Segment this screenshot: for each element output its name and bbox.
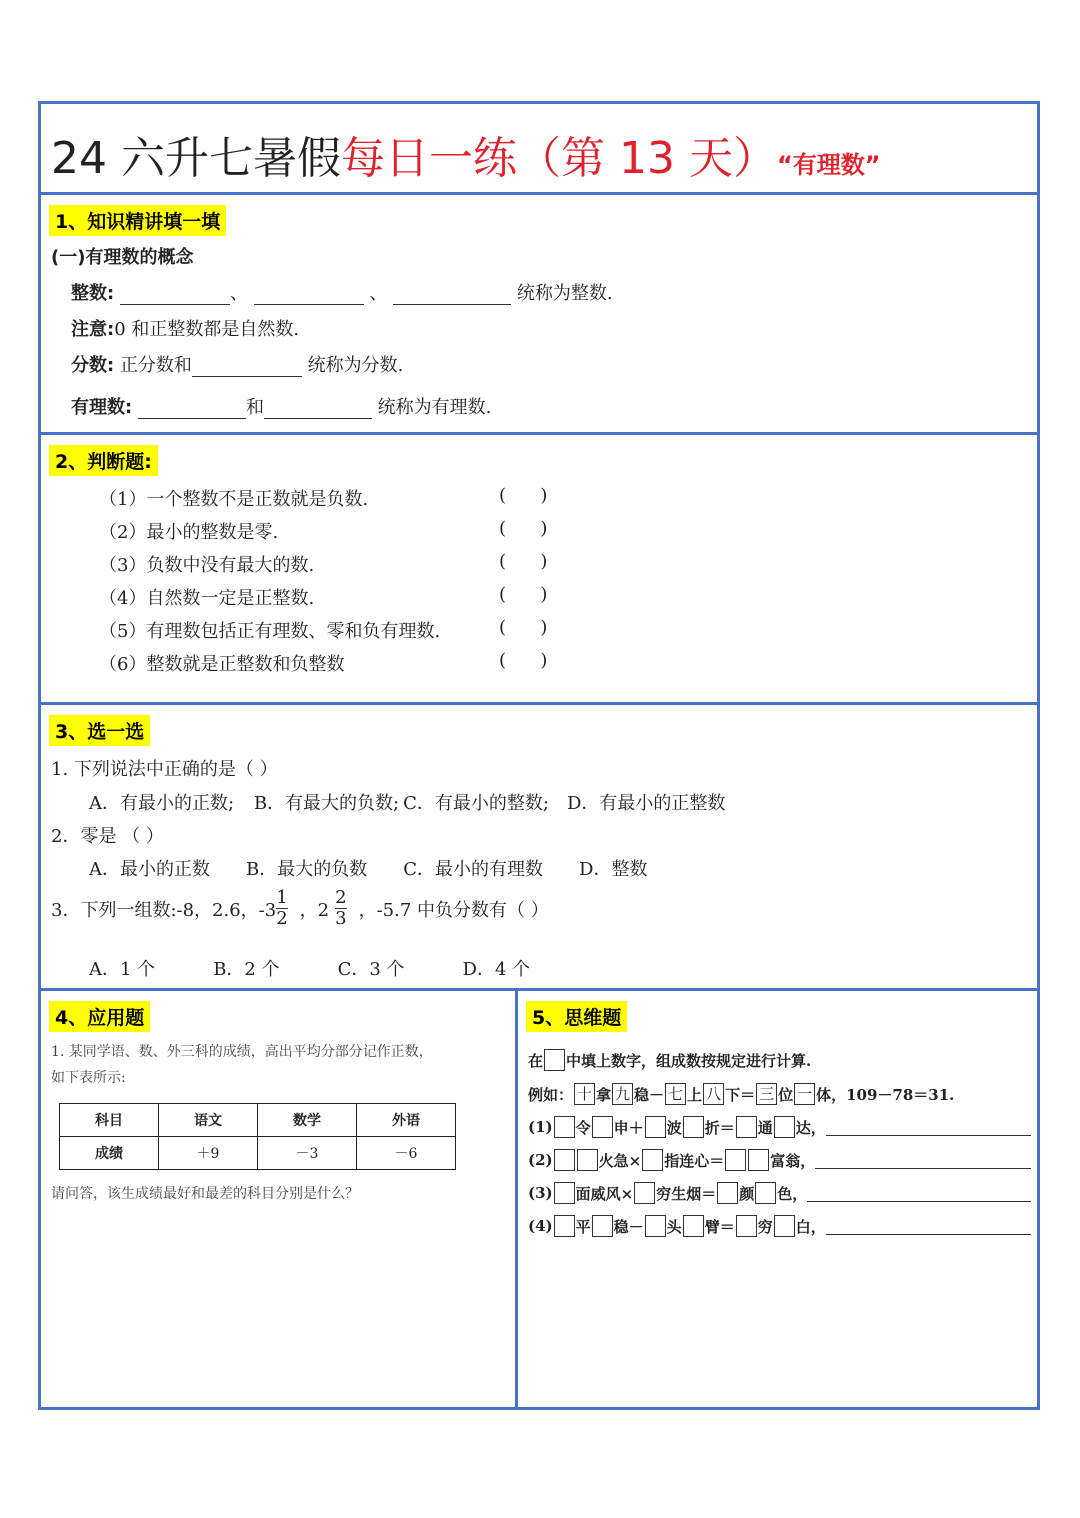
- answer-paren[interactable]: ( ): [499, 584, 548, 605]
- table-cell: 数学: [258, 1104, 357, 1137]
- option-b[interactable]: B．2 个: [213, 959, 280, 980]
- section-2: [41, 435, 1037, 705]
- subheading: (一)有理数的概念: [51, 247, 194, 268]
- answer-line[interactable]: [826, 1218, 1031, 1235]
- question-3: [51, 888, 549, 929]
- number-box: 九: [612, 1083, 633, 1105]
- statement: （6）整数就是正整数和负整数: [99, 654, 345, 675]
- number-box[interactable]: [645, 1116, 666, 1138]
- statement: （2）最小的整数是零.: [99, 522, 279, 543]
- number-box[interactable]: [683, 1215, 704, 1237]
- text: 稳－: [634, 1085, 665, 1104]
- question-1: 1. 下列说法中正确的是（ ）: [51, 759, 278, 780]
- text: (2): [528, 1151, 553, 1169]
- number-box[interactable]: [717, 1182, 738, 1204]
- title-section: [41, 104, 1037, 195]
- table-cell: 外语: [357, 1104, 456, 1137]
- fraction-line: [71, 351, 403, 377]
- title-grade: 24 六升七暑假: [51, 133, 341, 184]
- text: 正分数和: [119, 355, 192, 376]
- number-box[interactable]: [634, 1182, 655, 1204]
- number-box[interactable]: [755, 1182, 776, 1204]
- text: 通: [757, 1118, 773, 1137]
- option-a[interactable]: A．有最小的正数;: [89, 793, 235, 814]
- problem-text: 如下表所示:: [51, 1070, 126, 1086]
- text: 波: [666, 1118, 682, 1137]
- option-c[interactable]: C．有最小的整数;: [403, 793, 549, 814]
- integer-line: [71, 279, 613, 305]
- statement: （3）负数中没有最大的数.: [99, 555, 315, 576]
- section-4-heading: 4、应用题: [49, 1001, 150, 1032]
- text: 折＝: [704, 1118, 735, 1137]
- number-box[interactable]: [577, 1149, 598, 1171]
- number-box[interactable]: [736, 1215, 757, 1237]
- statement: （1）一个整数不是正数就是负数.: [99, 489, 369, 510]
- text: 统称为整数.: [516, 283, 613, 304]
- text: 体，109－78＝31.: [816, 1085, 955, 1104]
- answer-paren[interactable]: ( ): [499, 617, 548, 638]
- text: 色，: [777, 1184, 808, 1203]
- text: 富翁，: [770, 1151, 816, 1170]
- answer-paren[interactable]: ( ): [499, 518, 548, 539]
- section-5-heading: 5、思维题: [526, 1001, 627, 1032]
- question-2-options: [89, 855, 647, 881]
- table-header-row: [60, 1104, 456, 1137]
- sep: 、: [229, 283, 248, 304]
- section-1-heading: 1、知识精讲填一填: [49, 205, 226, 236]
- answer-paren[interactable]: ( ): [499, 551, 548, 572]
- text: 位: [778, 1085, 794, 1104]
- puzzle-row: [528, 1215, 1031, 1237]
- text: 0 和正整数都是自然数.: [114, 319, 300, 340]
- fraction: [335, 888, 346, 929]
- label: 分数:: [71, 355, 115, 376]
- score-table: [59, 1103, 456, 1170]
- numerator: 2: [335, 887, 347, 908]
- number-box[interactable]: [774, 1215, 795, 1237]
- text: 白，: [795, 1217, 826, 1236]
- title-daily: 每日一练（第 13 天）: [340, 133, 777, 184]
- statement: （4）自然数一定是正整数.: [99, 588, 315, 609]
- text: 平: [575, 1217, 591, 1236]
- page-title: [51, 122, 881, 186]
- table-cell: ＋9: [159, 1137, 258, 1170]
- text: 穷生烟＝: [656, 1184, 717, 1203]
- number-box[interactable]: [725, 1149, 746, 1171]
- text: 达，: [795, 1118, 826, 1137]
- option-c[interactable]: C．最小的有理数: [403, 859, 544, 880]
- answer-paren[interactable]: ( ): [499, 650, 548, 671]
- section-4: [41, 991, 518, 1407]
- answer-line[interactable]: [826, 1119, 1031, 1136]
- text: 中填上数字，组成数按规定进行计算.: [566, 1051, 812, 1070]
- option-b[interactable]: B．有最大的负数;: [253, 793, 400, 814]
- judgement-item: [99, 518, 548, 544]
- number-box[interactable]: [736, 1116, 757, 1138]
- option-a[interactable]: A．1 个: [89, 959, 156, 980]
- question-3-options: [89, 955, 530, 981]
- text: 火急×: [598, 1151, 642, 1170]
- answer-line[interactable]: [815, 1152, 1031, 1169]
- number-box[interactable]: [592, 1116, 613, 1138]
- section-5: [518, 991, 1037, 1407]
- label: 整数:: [71, 283, 115, 304]
- text: (3): [528, 1184, 553, 1202]
- number-box: 八: [703, 1083, 724, 1105]
- rational-line: [71, 393, 491, 419]
- denominator: 3: [335, 908, 347, 929]
- section-3: [41, 705, 1037, 991]
- label: 注意:: [71, 319, 115, 340]
- text: (1): [528, 1118, 553, 1136]
- fraction: [276, 888, 287, 929]
- text: 臂＝: [704, 1217, 735, 1236]
- blank[interactable]: [138, 400, 246, 419]
- denominator: 2: [276, 908, 288, 929]
- statement: （5）有理数包括正有理数、零和负有理数.: [99, 621, 441, 642]
- option-b[interactable]: B．最大的负数: [246, 859, 368, 880]
- text: 在: [528, 1051, 544, 1070]
- blank[interactable]: [393, 286, 511, 305]
- answer-paren[interactable]: ( ): [499, 485, 548, 506]
- option-d[interactable]: D．4 个: [462, 959, 531, 980]
- number-box[interactable]: [592, 1215, 613, 1237]
- text: 头: [666, 1217, 682, 1236]
- table-cell: 科目: [60, 1104, 159, 1137]
- text: 3．下列一组数:-8，2.6，-3: [51, 899, 277, 921]
- worksheet-frame: [38, 101, 1040, 1410]
- table-cell: －3: [258, 1137, 357, 1170]
- answer-line[interactable]: [807, 1185, 1031, 1202]
- text: 令: [575, 1118, 591, 1137]
- question-1-options: [89, 789, 725, 815]
- number-box[interactable]: [554, 1116, 575, 1138]
- number-box[interactable]: [748, 1149, 769, 1171]
- judgement-item: [99, 617, 548, 643]
- blank[interactable]: [120, 286, 230, 305]
- title-topic: “有理数”: [776, 151, 881, 179]
- puzzle-row: [528, 1182, 1031, 1204]
- numerator: 1: [276, 887, 288, 908]
- text: 指连心＝: [664, 1151, 725, 1170]
- table-cell: －6: [357, 1137, 456, 1170]
- text: 例如：: [528, 1085, 574, 1104]
- number-box: 一: [794, 1083, 815, 1105]
- number-box: 七: [665, 1083, 686, 1105]
- number-box[interactable]: [645, 1215, 666, 1237]
- label: 有理数:: [71, 397, 133, 418]
- section-1: [41, 195, 1037, 435]
- blank[interactable]: [254, 286, 364, 305]
- blank[interactable]: [192, 358, 302, 377]
- text: 拿: [596, 1085, 612, 1104]
- sep: 、: [369, 283, 388, 304]
- text: ，-5.7 中负分数有（ ）: [358, 899, 549, 921]
- number-box[interactable]: [554, 1149, 575, 1171]
- number-box[interactable]: [554, 1215, 575, 1237]
- judgement-item: [99, 584, 548, 610]
- example-row: [528, 1083, 1031, 1105]
- table-cell: 语文: [159, 1104, 258, 1137]
- text: 和: [245, 397, 264, 418]
- option-a[interactable]: A．最小的正数: [89, 859, 210, 880]
- problem-text: 1. 某同学语、数、外三科的成绩，高出平均分部分记作正数，: [51, 1044, 433, 1060]
- text: 统称为有理数.: [377, 397, 492, 418]
- option-d[interactable]: D．整数: [579, 859, 648, 880]
- instructions: [528, 1049, 811, 1071]
- text: 申＋: [613, 1118, 644, 1137]
- note-line: [71, 315, 299, 341]
- number-box[interactable]: [554, 1182, 575, 1204]
- text: 穷: [757, 1217, 773, 1236]
- section-2-heading: 2、判断题:: [49, 445, 158, 476]
- number-box[interactable]: [774, 1116, 795, 1138]
- blank[interactable]: [264, 400, 372, 419]
- puzzle-row: [528, 1149, 1031, 1171]
- number-box: 十: [574, 1083, 595, 1105]
- text: 下＝: [725, 1085, 756, 1104]
- text: 上: [687, 1085, 703, 1104]
- blank-box: [544, 1049, 565, 1071]
- text: (4): [528, 1217, 553, 1235]
- text: 统称为分数.: [307, 355, 404, 376]
- text: ，2: [299, 899, 330, 921]
- text: 面威风×: [575, 1184, 634, 1203]
- judgement-item: [99, 551, 548, 577]
- table-cell: 成绩: [60, 1137, 159, 1170]
- problem-question: 请问答，该生成绩最好和最差的科目分别是什么？: [51, 1186, 359, 1202]
- text: 颜: [739, 1184, 755, 1203]
- judgement-item: [99, 650, 548, 676]
- table-row: [60, 1137, 456, 1170]
- judgement-item: [99, 485, 548, 511]
- option-c[interactable]: C．3 个: [337, 959, 405, 980]
- puzzle-row: [528, 1116, 1031, 1138]
- number-box[interactable]: [642, 1149, 663, 1171]
- number-box: 三: [756, 1083, 777, 1105]
- option-d[interactable]: D．有最小的正整数: [566, 793, 726, 814]
- number-box[interactable]: [683, 1116, 704, 1138]
- question-2: 2．零是 （ ）: [51, 826, 164, 847]
- text: 稳－: [613, 1217, 644, 1236]
- section-3-heading: 3、选一选: [49, 715, 150, 746]
